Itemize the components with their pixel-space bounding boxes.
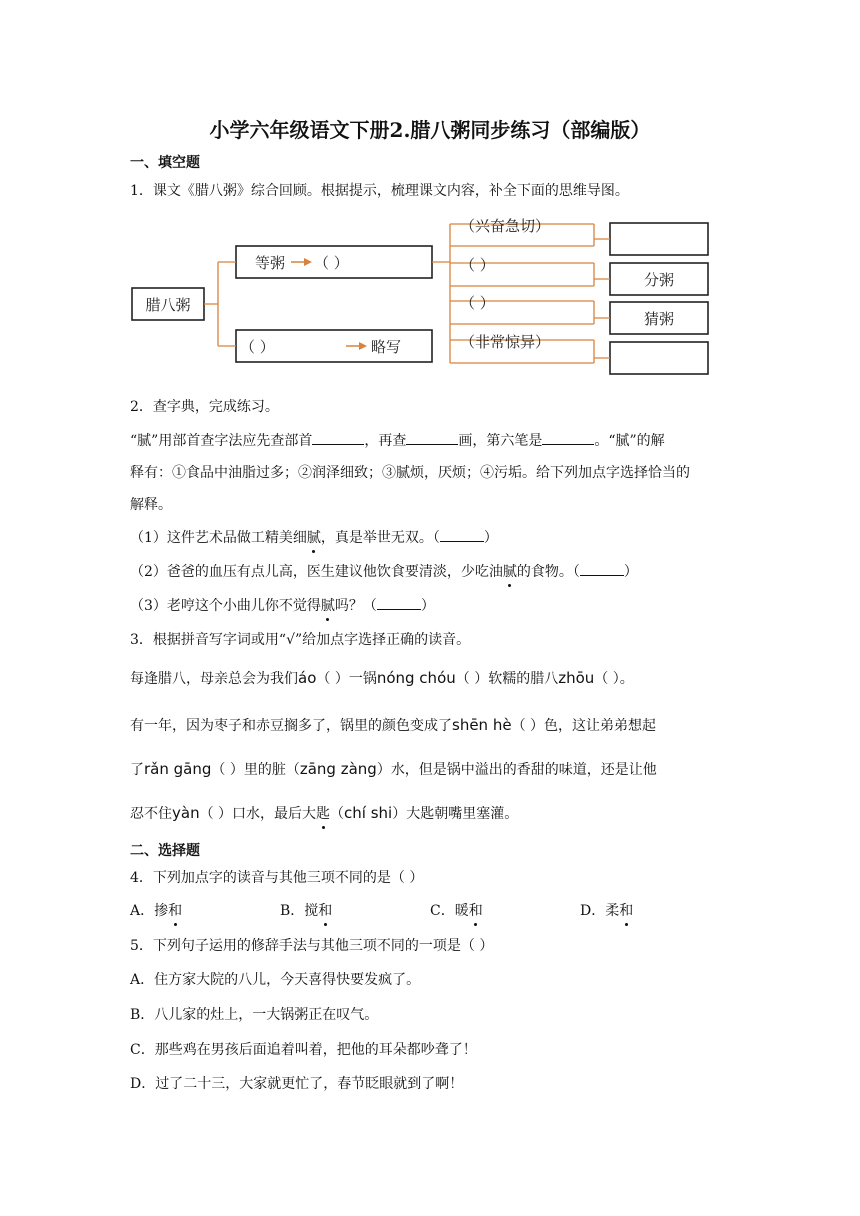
q3-l3-text-c: 水，但是锅中溢出的香甜的味道，还是让他	[390, 762, 657, 778]
pinyin-shen-he: shēn hè	[452, 716, 512, 734]
mindmap-box-3-label: 猜粥	[643, 310, 675, 328]
pinyin-nong-chou: nóng chóu	[376, 669, 456, 687]
q3-l1-text-b: （ ）一锅	[316, 671, 377, 687]
mindmap-right-label-2: （ ）	[460, 256, 495, 274]
question-2-sentence-1	[130, 527, 498, 547]
q2-line1-part-c: 画，第六笔是	[458, 433, 543, 449]
q4-option-a[interactable]	[130, 900, 182, 920]
q5-option-a[interactable]: A．住方家大院的八儿，今天喜得快要发疯了。	[130, 972, 421, 988]
q3-l2-text-a: 有一年，因为枣子和赤豆搁多了，锅里的颜色变成了	[130, 718, 452, 734]
question-3-intro: 3．根据拼音写字词或用“√”给加点字选择正确的读音。	[130, 632, 471, 648]
q2-s1-part-c: ）	[483, 530, 498, 546]
dotted-char: 腻	[307, 527, 321, 547]
question-2-sentence-3	[130, 595, 435, 615]
q2-s1-part-a: （1）这件艺术品做工精美细	[130, 530, 307, 546]
q2-line1-part-a: “腻”用部首查字法应先查部首	[130, 433, 313, 449]
q2-s3-part-b: 吗？（	[334, 598, 377, 614]
pinyin-zang-choice[interactable]: zāng zàng	[299, 760, 377, 778]
q3-l4-text-a: 忍不住	[130, 806, 172, 822]
q2-s2-part-b: 的食物。（	[516, 564, 580, 580]
q2-s2-part-c: ）	[623, 564, 638, 580]
q2-s1-part-b: ，真是举世无双。（	[320, 530, 440, 546]
q5-option-b[interactable]: B．八儿家的灶上，一大锅粥正在叹气。	[130, 1007, 379, 1023]
q3-l1-text-c: （ ）软糯的腊八	[455, 671, 559, 687]
dotted-char: 匙	[316, 803, 330, 823]
q4-option-a-text: A．掺	[130, 903, 169, 919]
question-2-intro: 2．查字典，完成练习。	[130, 399, 279, 415]
pinyin-zhou: zhōu	[558, 669, 595, 687]
q3-l3-text-b: （ ）里的脏	[211, 762, 286, 778]
answer-blank-s2[interactable]	[580, 575, 624, 576]
pinyin-chi-choice[interactable]: chí shi	[344, 804, 393, 822]
answer-blank-s1[interactable]	[440, 541, 484, 542]
q3-l4-text-c: 大匙朝嘴里塞灌。	[406, 806, 519, 822]
mindmap-branch-bottom-paren: （ ）	[240, 338, 275, 356]
question-2-sentence-2	[130, 561, 638, 581]
mindmap-blank-box-4	[610, 342, 708, 374]
mind-map	[128, 208, 714, 378]
q4-option-c[interactable]	[430, 900, 483, 920]
question-2-line-1	[130, 430, 665, 450]
answer-blank-s3[interactable]	[377, 609, 421, 610]
question-3-line-4: 忍不住yàn（ ）口水，最后大匙（chí shi）大匙朝嘴里塞灌。	[130, 804, 519, 822]
pinyin-ao: áo	[298, 669, 317, 687]
section-heading-choice: 二、选择题	[130, 843, 200, 859]
question-1-text: 1．课文《腊八粥》综合回顾。根据提示，梳理课文内容，补全下面的思维导图。	[130, 183, 629, 199]
question-4-text: 4．下列加点字的读音与其他三项不同的是（ ）	[130, 870, 424, 886]
q3-l3-text-a: 了	[130, 762, 144, 778]
q5-option-c[interactable]: C．那些鸡在男孩后面追着叫着，把他的耳朵都吵聋了！	[130, 1042, 477, 1058]
dotted-char: 和	[318, 900, 332, 920]
q3-l4-text-b: （ ）口水，最后大	[199, 806, 317, 822]
page-title: 小学六年级语文下册2.腊八粥同步练习（部编版）	[209, 118, 651, 142]
mindmap-box-2-label: 分粥	[643, 271, 675, 289]
mindmap-root-label: 腊八粥	[145, 296, 191, 314]
mindmap-branch-top-paren: （ ）	[314, 254, 349, 272]
pinyin-yan: yàn	[172, 804, 200, 822]
question-2-line-2: 释有：①食品中油脂过多；②润泽细致；③腻烦，厌烦；④污垢。给下列加点字选择恰当的	[130, 465, 690, 481]
q5-option-d[interactable]: D．过了二十三，大家就更忙了，春节眨眼就到了啊！	[130, 1076, 464, 1092]
q2-line1-part-d: 。“腻”的解	[594, 433, 665, 449]
mindmap-right-label-1: （兴奋急切）	[460, 217, 551, 235]
question-2-line-3: 解释。	[130, 497, 172, 513]
mindmap-branch-bottom-label: 略写	[371, 338, 402, 356]
mindmap-blank-box-1	[610, 223, 708, 255]
q4-option-d[interactable]	[580, 900, 633, 920]
question-3-line-1	[130, 668, 634, 688]
q4-option-b[interactable]	[280, 900, 332, 920]
question-3-line-2	[130, 715, 656, 735]
dotted-char: 和	[168, 900, 182, 920]
dotted-char: 和	[469, 900, 483, 920]
q2-line1-part-b: ，再查	[364, 433, 407, 449]
mindmap-branch-top-label: 等粥	[255, 254, 286, 272]
q3-l2-text-b: （ ）色，这让弟弟想起	[511, 718, 657, 734]
q3-l1-text-a: 每逢腊八，母亲总会为我们	[130, 671, 298, 687]
question-3-line-3: 了rǎn gāng（ ）里的脏（zāng zàng）水，但是锅中溢出的香甜的味道，还是让他	[130, 760, 657, 778]
q4-option-d-text: D．柔	[580, 903, 620, 919]
q2-s3-part-a: （3）老哼这个小曲儿你不觉得	[130, 598, 321, 614]
q4-option-b-text: B．搅	[280, 903, 319, 919]
answer-blank-radical[interactable]	[312, 444, 364, 445]
answer-blank-sixth-stroke[interactable]	[542, 444, 594, 445]
answer-blank-strokes[interactable]	[406, 444, 458, 445]
section-heading-fill-blank: 一、填空题	[130, 155, 200, 171]
dotted-char: 和	[619, 900, 633, 920]
q2-s2-part-a: （2）爸爸的血压有点儿高，医生建议他饮食要清淡，少吃油	[130, 564, 503, 580]
mindmap-right-label-3: （ ）	[460, 294, 495, 312]
q3-l1-text-d: （ ）。	[594, 671, 634, 687]
question-5-text: 5．下列句子运用的修辞手法与其他三项不同的一项是（ ）	[130, 938, 494, 954]
q2-s3-part-c: ）	[420, 598, 435, 614]
dotted-char: 腻	[503, 561, 517, 581]
mindmap-right-label-4: （非常惊异）	[460, 333, 551, 351]
pinyin-ran-gang: rǎn gāng	[144, 760, 212, 778]
q4-option-c-text: C．暖	[430, 903, 469, 919]
dotted-char: 腻	[321, 595, 335, 615]
